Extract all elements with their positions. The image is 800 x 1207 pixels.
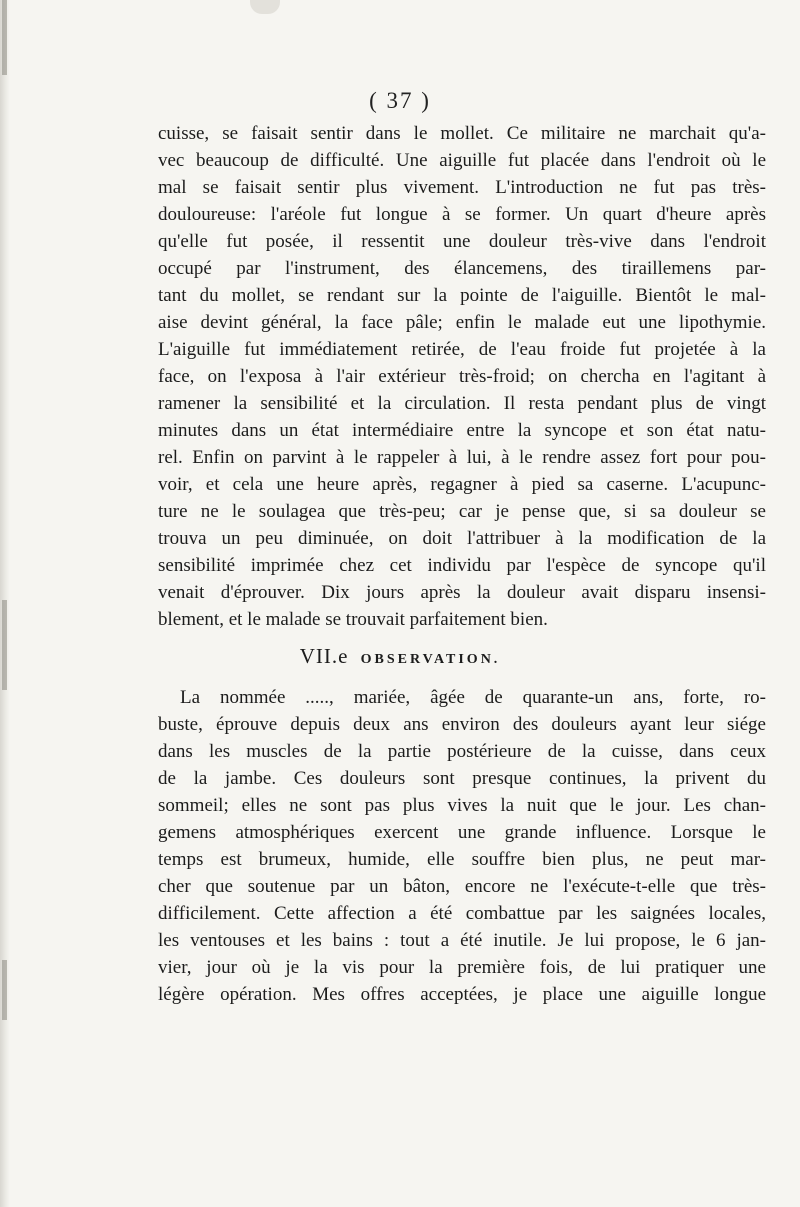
text-line: aise devint général, la face pâle; enfin le malade eut une lipothymie. <box>158 312 766 333</box>
text-line: blement, et le malade se trouvait parfaitement bien. <box>158 609 548 630</box>
binding-mark <box>2 960 7 1020</box>
text-line: les ventouses et les bains : tout a été inutile. Je lui propose, le 6 jan- <box>158 930 766 951</box>
text-line: La nommée ....., mariée, âgée de quarante-un ans, forte, ro- <box>180 687 766 708</box>
text-line: cher que soutenue par un bâton, encore ne l'exécute-t-elle que très- <box>158 876 766 897</box>
page-smudge <box>250 0 280 14</box>
text-line: difficilement. Cette affection a été combattue par les saignées locales, <box>158 903 766 924</box>
text-line: de la jambe. Ces douleurs sont presque continues, la privent du <box>158 768 766 789</box>
text-line: trouva un peu diminuée, on doit l'attribuer à la modification de la <box>158 528 766 549</box>
text-line: gemens atmosphériques exercent une grande influence. Lorsque le <box>158 822 766 843</box>
text-line: temps est brumeux, humide, elle souffre bien plus, ne peut mar- <box>158 849 766 870</box>
section-number: VII.e <box>299 644 349 668</box>
text-line: tant du mollet, se rendant sur la pointe de l'aiguille. Bientôt le mal- <box>158 285 766 306</box>
page-number: ( 37 ) <box>369 88 431 113</box>
text-line: douloureuse: l'aréole fut longue à se former. Un quart d'heure après <box>158 204 766 225</box>
text-line: mal se faisait sentir plus vivement. L'introduction ne fut pas très- <box>158 177 766 198</box>
text-line: sensibilité imprimée chez cet individu par l'espèce de syncope qu'il <box>158 555 766 576</box>
text-line: occupé par l'instrument, des élancemens, des tiraillemens par- <box>158 258 766 279</box>
text-line: cuisse, se faisait sentir dans le mollet. Ce militaire ne marchait qu'a- <box>158 123 766 144</box>
text-line: voir, et cela une heure après, regagner à pied sa caserne. L'acupunc- <box>158 474 766 495</box>
paragraph-2 <box>158 684 766 1008</box>
text-line: vec beaucoup de difficulté. Une aiguille fut placée dans l'endroit où le <box>158 150 766 171</box>
text-line: buste, éprouve depuis deux ans environ des douleurs ayant leur siége <box>158 714 766 735</box>
text-line: qu'elle fut posée, il ressentit une douleur très-vive dans l'endroit <box>158 231 766 252</box>
text-line: sommeil; elles ne sont pas plus vives la nuit que le jour. Les chan- <box>158 795 766 816</box>
text-line: légère opération. Mes offres acceptées, je place une aiguille longue <box>158 984 766 1005</box>
text-line: ramener la sensibilité et la circulation. Il resta pendant plus de vingt <box>158 393 766 414</box>
text-line: dans les muscles de la partie postérieure de la cuisse, dans ceux <box>158 741 766 762</box>
text-line: vier, jour où je la vis pour la première fois, de lui pratiquer une <box>158 957 766 978</box>
text-line: face, on l'exposa à l'air extérieur très-froid; on chercha en l'agitant à <box>158 366 766 387</box>
text-line: venait d'éprouver. Dix jours après la douleur avait disparu insensi- <box>158 582 766 603</box>
section-heading <box>0 644 800 669</box>
text-line: minutes dans un état intermédiaire entre la syncope et son état natu- <box>158 420 766 441</box>
text-line: L'aiguille fut immédiatement retirée, de l'eau froide fut projetée à la <box>158 339 766 360</box>
binding-mark <box>2 0 7 75</box>
section-title: OBSERVATION. <box>360 652 501 667</box>
text-line: ture ne le soulagea que très-peu; car je pense que, si sa douleur se <box>158 501 766 522</box>
paragraph-1 <box>158 120 766 633</box>
text-line: rel. Enfin on parvint à le rappeler à lui, à le rendre assez fort pour pou- <box>158 447 766 468</box>
